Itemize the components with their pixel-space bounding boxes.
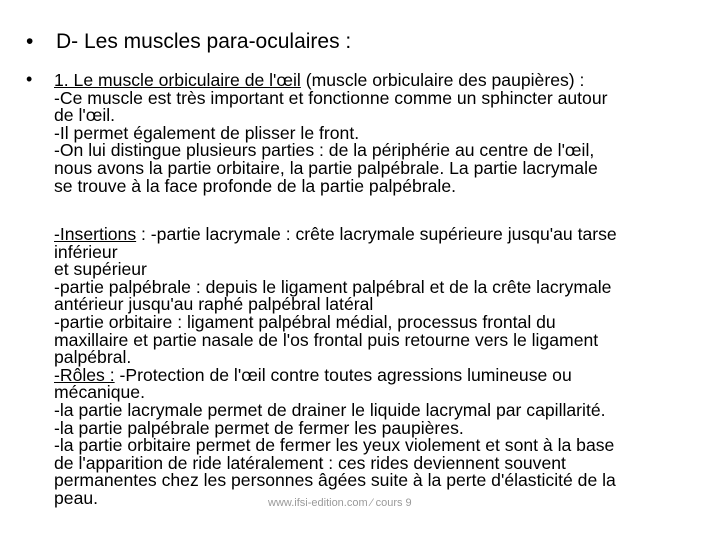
insertions-heading-line (54, 226, 704, 244)
roles-line: permanentes chez les personnes âgées suite à la perte d'élasticité de la (54, 470, 616, 491)
intro-line: -On lui distingue plusieurs parties : de la périphérie au centre de l'œil, (54, 140, 595, 161)
insertions-line: -partie orbitaire : ligament palpébral médial, processus frontal du (54, 311, 556, 332)
muscle-alt-name: (muscle orbiculaire des paupières) : (300, 70, 585, 90)
insertions-line: -partie palpébrale : depuis le ligament palpébral et de la crête lacrymale (54, 276, 612, 297)
muscle-name: 1. Le muscle orbiculaire de l'œil (54, 70, 301, 90)
insertions-first-text: : -partie lacrymale : crête lacrymale supérieure jusqu'au tarse (136, 224, 617, 244)
roles-line: mécanique. (54, 382, 145, 403)
insertions-roles-block (54, 226, 704, 508)
insertions-line: inférieur (54, 241, 118, 262)
intro-line: -Il permet également de plisser le front. (54, 122, 360, 143)
page-title: D- Les muscles para-oculaires : (56, 30, 352, 53)
insertions-line: antérieur jusqu'au raphé palpébral latéral (54, 294, 374, 315)
roles-line: -la partie orbitaire permet de fermer les yeux violement et sont à la base (54, 435, 615, 456)
intro-line: se trouve à la face profonde de la partie palpébrale. (54, 175, 456, 196)
roles-line: -la partie lacrymale permet de drainer le liquide lacrymal par capillarité. (54, 399, 606, 420)
heading-bullet: • (26, 30, 34, 53)
roles-line: de l'apparition de ride latéralement : ces rides deviennent souvent (54, 452, 566, 473)
roles-label: -Rôles : (54, 364, 115, 385)
roles-first-text: -Protection de l'œil contre toutes agressions lumineuse ou (114, 364, 572, 385)
section-bullet: • (26, 69, 33, 89)
insertions-line: palpébral. (54, 347, 132, 368)
insertions-line: et supérieur (54, 259, 147, 280)
roles-line: -la partie palpébrale permet de fermer les paupières. (54, 417, 464, 438)
roles-heading-line (54, 364, 704, 385)
intro-line: de l'œil. (54, 105, 116, 126)
footer-watermark: www.ifsi-edition.com ⁄ cours 9 (268, 497, 412, 509)
insertions-label: -Insertions (54, 224, 137, 244)
muscle-description (54, 72, 704, 195)
insertions-line: maxillaire et partie nasale de l'os frontal puis retourne vers le ligament (54, 329, 599, 350)
roles-line: peau. (54, 487, 99, 508)
muscle-heading-line (54, 72, 704, 90)
intro-line: -Ce muscle est très important et fonctionne comme un sphincter autour (54, 87, 608, 108)
intro-line: nous avons la partie orbitaire, la partie palpébrale. La partie lacrymale (54, 157, 598, 178)
